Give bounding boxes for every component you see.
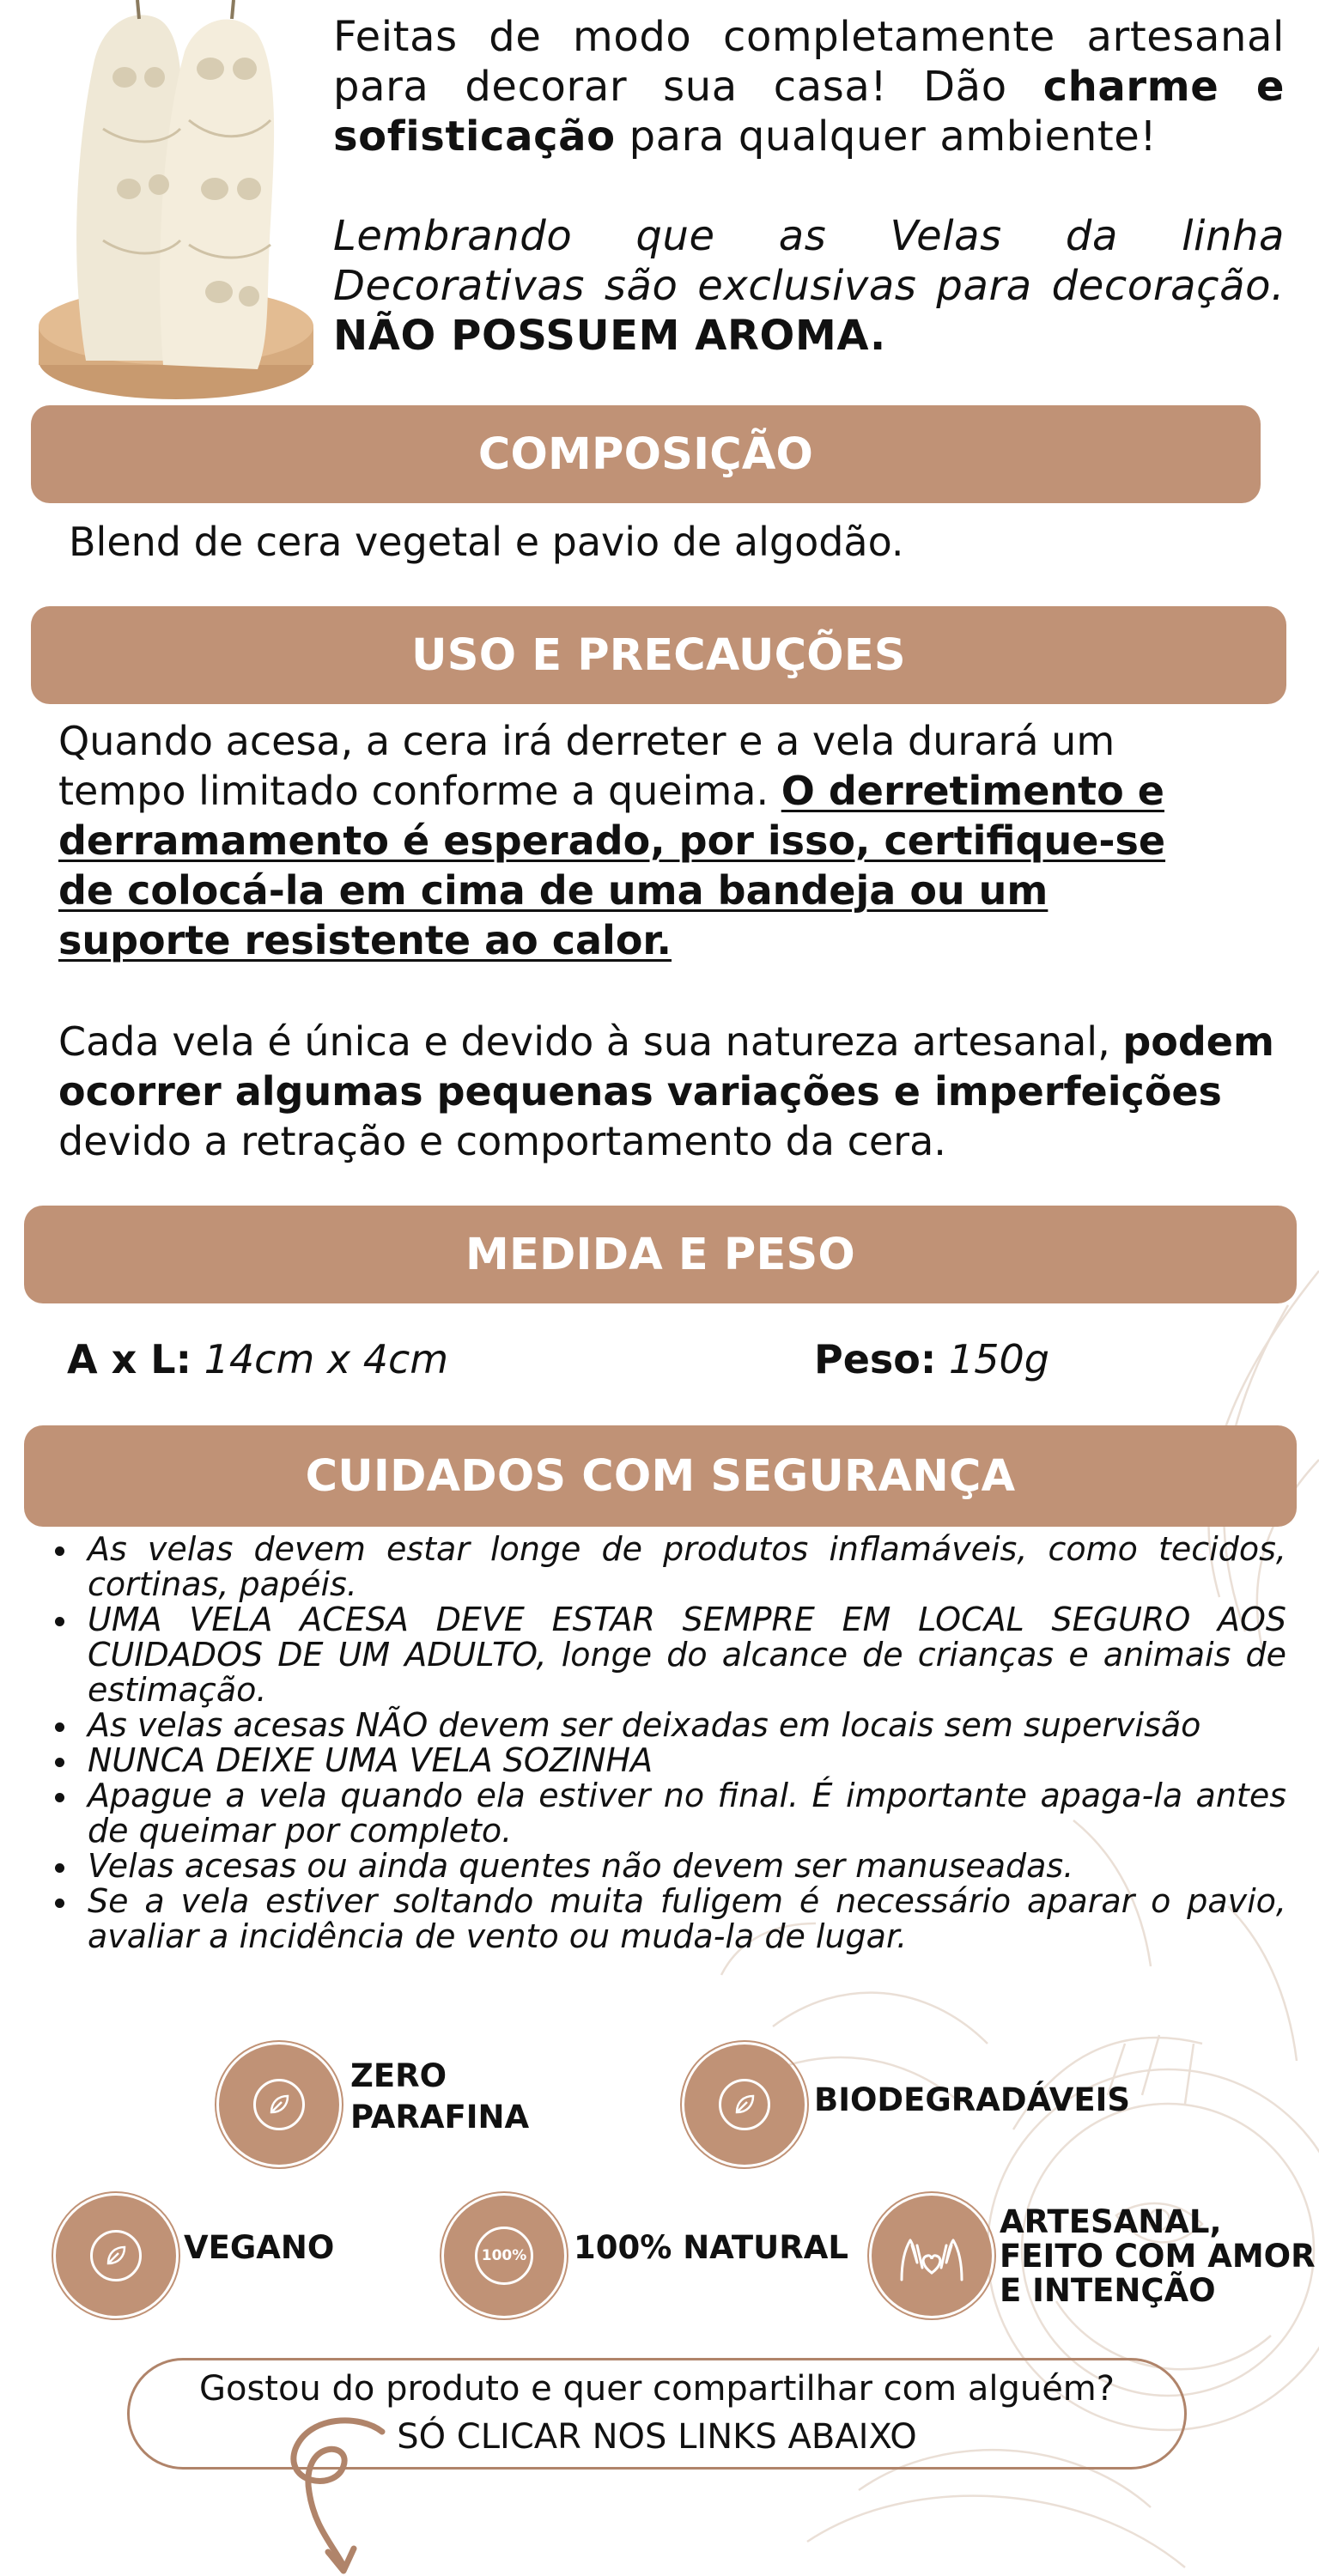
list-item: UMA VELA ACESA DEVE ESTAR SEMPRE EM LOCAL SEGURO AOS CUIDADOS DE UM ADULTO, longe do alcance de crianças e animais de estimação. [50,1602,1286,1708]
list-item: NUNCA DEIXE UMA VELA SOZINHA [50,1743,1286,1778]
list-item: Velas acesas ou ainda quentes não devem ser manuseadas. [50,1849,1286,1884]
list-item: Se a vela estiver soltando muita fuligem é necessário aparar o pavio, avaliar a incidência de vento ou muda-la de lugar. [50,1884,1286,1954]
leaf-icon [253,2079,305,2130]
composition-text: Blend de cera vegetal e pavio de algodão. [69,519,904,565]
share-question: Gostou do produto e quer compartilhar com alguém? [198,2369,1115,2409]
list-item: As velas devem estar longe de produtos inflamáveis, como tecidos, cortinas, papéis. [50,1532,1286,1602]
section-header-composition: COMPOSIÇÃO [31,405,1261,503]
section-header-measure: MEDIDA E PESO [24,1206,1297,1303]
hands-heart-icon [893,2220,970,2292]
badge-label-100-natural: 100% NATURAL [574,2229,848,2266]
safety-list [50,1532,1286,1954]
arrow-down-icon [258,2415,404,2576]
leaf-icon [90,2230,142,2281]
section-header-safety: CUIDADOS COM SEGURANÇA [24,1425,1297,1527]
usage-paragraph-2: Cada vela é única e devido à sua natureza artesanal, podem ocorrer algumas pequenas variações e imperfeições devido a retração e comportamento da cera. [58,1018,1274,1164]
list-item: As velas acesas NÃO devem ser deixadas em locais sem supervisão [50,1708,1286,1743]
badge-label-artesanal: ARTESANAL, FEITO COM AMOR E INTENÇÃO [1000,2203,1316,2309]
badge-artesanal [867,2191,996,2320]
badge-label-vegano: VEGANO [184,2229,335,2266]
usage-paragraph-1: Quando acesa, a cera irá derreter e a vela durará um tempo limitado conforme a queima. O derretimento e derramamento é esperado, por isso, certifique-se de colocá-la em cima de uma bandeja ou um suporte resistente ao calor. [58,718,1166,963]
badge-vegano [52,2191,180,2320]
dimensions: A x L: 14cm x 4cm [67,1336,449,1382]
intro-p1: Feitas de modo completamente artesanal para decorar sua casa! Dão charme e sofisticação para qualquer ambiente! [333,13,1285,161]
list-item: Apague a vela quando ela estiver no final. É importante apaga-la antes de queimar por completo. [50,1778,1286,1849]
badge-biodegradaveis [680,2040,809,2169]
weight: Peso: 150g [814,1336,1049,1382]
intro-text [333,12,1285,361]
badge-label-biodegradaveis: BIODEGRADÁVEIS [814,2081,1131,2118]
leaf-icon [719,2079,770,2130]
badge-100-natural [440,2191,568,2320]
intro-p2: Lembrando que as Velas da linha Decorativas são exclusivas para decoração. NÃO POSSUEM AROMA. [333,212,1285,360]
product-photo-skull-candles [34,0,318,404]
natural-100-icon: 100% [475,2227,533,2285]
badge-label-zero-parafina: ZERO PARAFINA [350,2057,530,2136]
section-header-usage: USO E PRECAUÇÕES [31,606,1286,704]
share-cta: SÓ CLICAR NOS LINKS ABAIXO [397,2417,917,2457]
badge-zero-parafina [215,2040,343,2169]
